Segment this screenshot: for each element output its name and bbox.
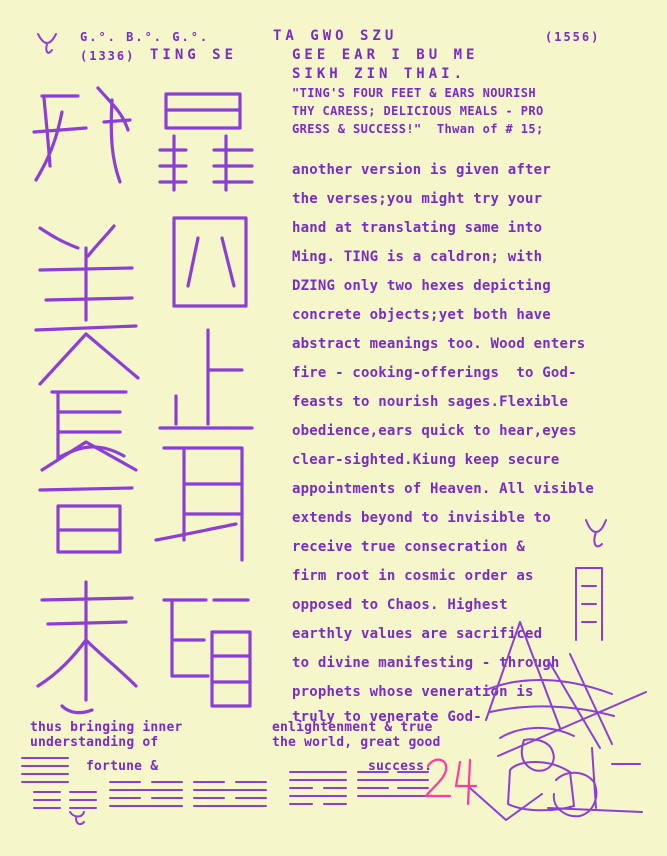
body-line-4: Ming. TING is a caldron; with [292,249,543,265]
body-line-18: to divine manifesting - through [292,655,560,671]
body-line-1: another version is given after [292,162,551,178]
page-number-24-icon [426,760,476,804]
header-line3: SIKH ZIN THAI. [292,66,467,82]
header-code: G.°. B.°. G.°. [80,30,210,44]
body-line-5: DZING only two hexes depicting [292,278,551,294]
quote-line-2: THY CARESS; DELICIOUS MEALS - PRO [292,104,544,118]
header-subtitle-rest: GEE EAR I BU ME [292,47,479,63]
body-line-6: concrete objects;yet both have [292,307,551,323]
body-line-16: opposed to Chaos. Highest [292,597,508,613]
header-title: TA GWO SZU [273,28,398,44]
body-line-9: feasts to nourish sages.Flexible [292,394,569,410]
body-line-8: fire - cooking-offerings to God- [292,365,577,381]
bottom-right-line-3: success. [368,759,433,774]
header-number-right: (1556) [545,30,601,44]
bottom-left-line-3: fortune & [86,759,159,774]
body-line-20: truly to venerate God- [292,709,482,725]
body-line-2: the verses;you might try your [292,191,543,207]
body-line-15: firm root in cosmic order as [292,568,534,584]
body-line-10: obedience,ears quick to hear,eyes [292,423,577,439]
header-number-left: (1336) [80,49,136,63]
body-line-11: clear-sighted.Kiung keep secure [292,452,560,468]
bottom-left-line-1: thus bringing inner [30,720,183,735]
quote-line-3: GRESS & SUCCESS!" Thwan of # 15; [292,122,544,136]
header-subtitle: TING SE [150,47,238,63]
body-line-17: earthly values are sacrificed [292,626,543,642]
body-line-19: prophets whose veneration is [292,684,534,700]
bottom-left-line-2: understanding of [30,735,159,750]
body-line-13: extends beyond to invisible to [292,510,551,526]
body-line-7: abstract meanings too. Wood enters [292,336,586,352]
page-number [430,770,432,771]
quote-line-1: "TING'S FOUR FEET & EARS NOURISH [292,86,536,100]
bottom-right-line-2: the world, great good [272,735,441,750]
bottom-right-line-1: enlightenment & true [272,720,433,735]
body-line-12: appointments of Heaven. All visible [292,481,595,497]
body-line-14: receive true consecration & [292,539,525,555]
body-line-3: hand at translating same into [292,220,543,236]
